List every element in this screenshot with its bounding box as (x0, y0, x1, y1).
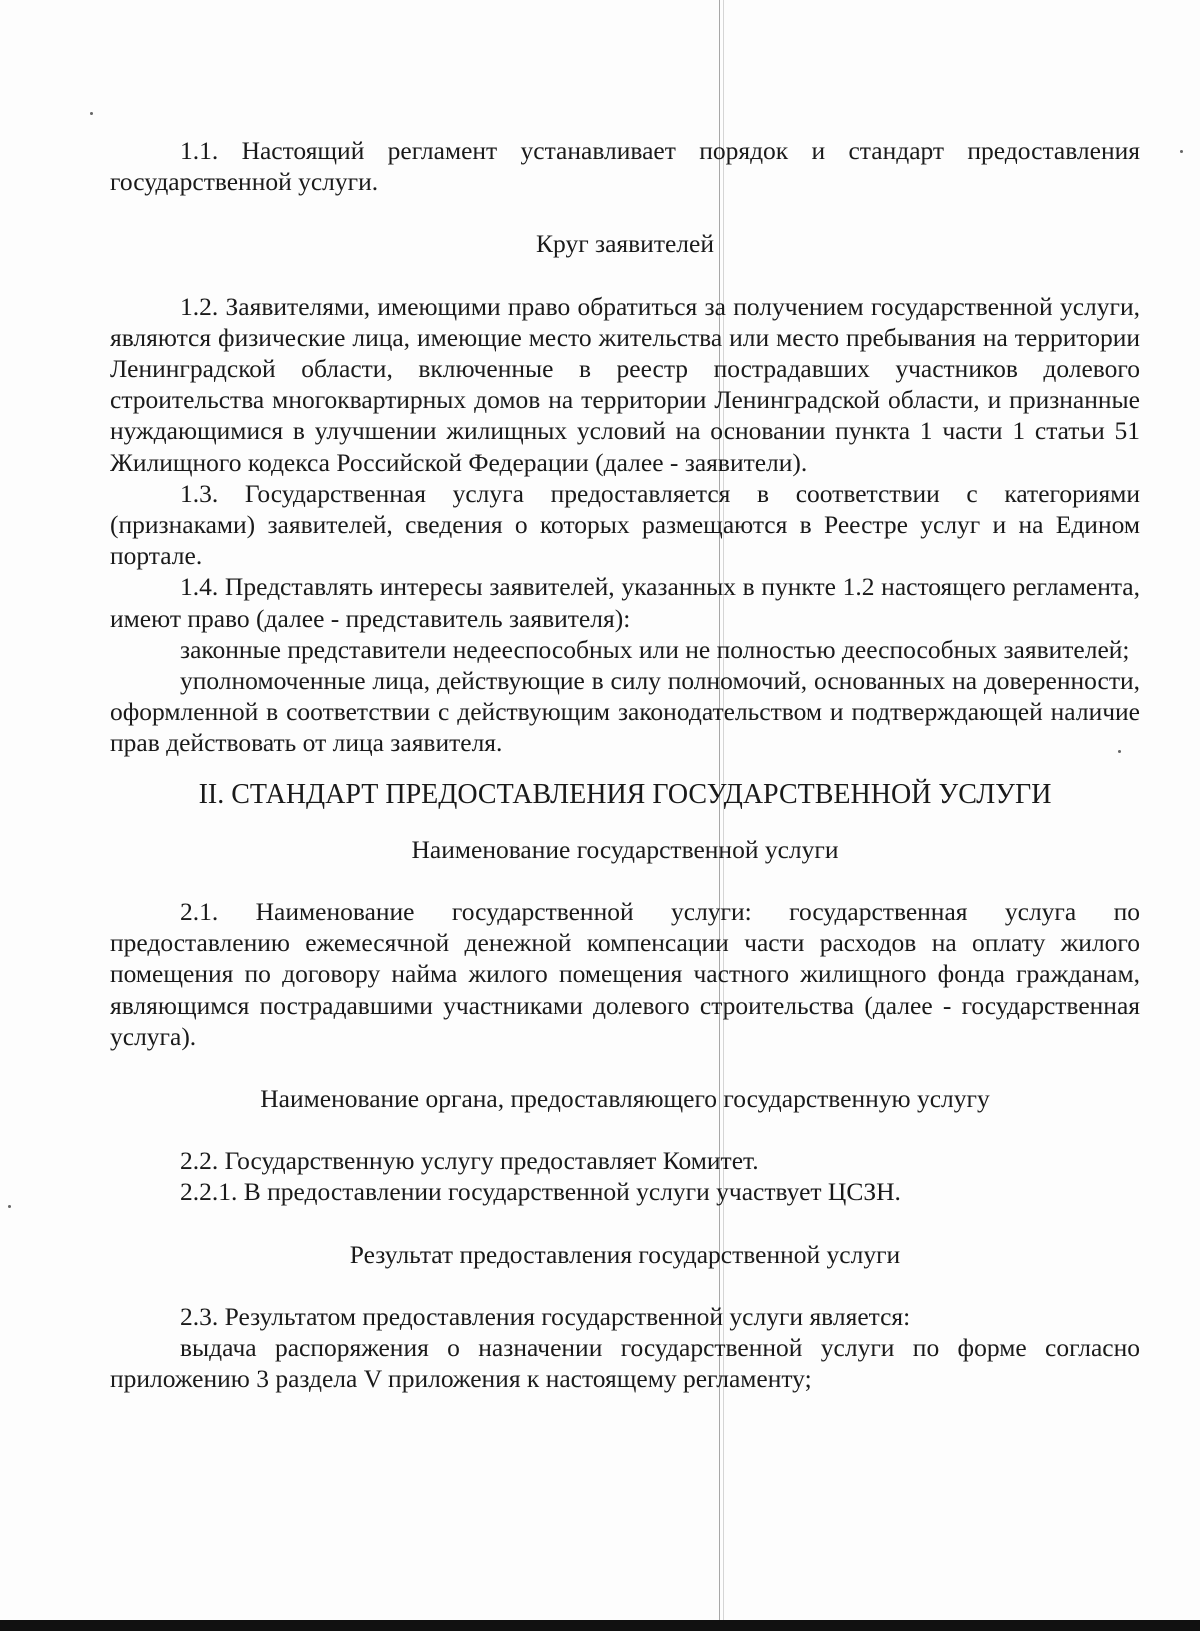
paragraph-2-3-item-order: выдача распоряжения о назначении государственной услуги по форме согласно приложению 3 раздела V приложения к настоящему регламенту; (110, 1333, 1140, 1394)
scan-bottom-edge (0, 1620, 1200, 1631)
paragraph-1-3: 1.3. Государственная услуга предоставляется в соответствии с категориями (признаками) заявителей, сведения о которых размещаются в Реестре услуг и на Едином портале. (110, 478, 1140, 571)
document-body (110, 135, 1140, 1395)
paragraph-2-1: 2.1. Наименование государственной услуги: государственная услуга по предоставлению ежемесячной денежной компенсации части расходов на оплату жилого помещения по договору найма жилого помещения частного жилищного фонда гражданам, являющимся пострадавшими участниками долевого строительства (далее - государственная услуга). (110, 897, 1140, 1051)
scan-speck (1180, 150, 1183, 153)
paragraph-2-2-1: 2.2.1. В предоставлении государственной услуги участвует ЦСЗН. (180, 1177, 901, 1207)
heading-applicants: Круг заявителей (536, 229, 714, 259)
heading-service-result: Результат предоставления государственной услуги (349, 1239, 901, 1269)
paragraph-1-4-item-legal-reps: законные представители недееспособных или не полностью дееспособных заявителей; (180, 634, 1130, 664)
section-2-title: II. СТАНДАРТ ПРЕДОСТАВЛЕНИЯ ГОСУДАРСТВЕННОЙ УСЛУГИ (198, 778, 1052, 810)
scan-speck (90, 112, 93, 115)
scan-speck (1118, 750, 1121, 753)
paragraph-1-4: 1.4. Представлять интересы заявителей, указанных в пункте 1.2 настоящего регламента, имеют право (далее - представитель заявителя): (110, 572, 1140, 633)
paragraph-1-4-item-authorized: уполномоченные лица, действующие в силу полномочий, основанных на доверенности, оформленной в соответствии с действующим законодательством и подтверждающей наличие прав действовать от лица заявителя. (110, 666, 1140, 758)
paragraph-1-1: 1.1. Настоящий регламент устанавливает порядок и стандарт предоставления государственной услуги. (110, 136, 1140, 197)
paragraph-1-2: 1.2. Заявителями, имеющими право обратиться за получением государственной услуги, являются физические лица, имеющие место жительства или место пребывания на территории Ленинградской области, включенные в реестр пострадавших участников долевого строительства многоквартирных домов на территории Ленинградской области, и признанные нуждающимися в улучшении жилищных условий на основании пункта 1 части 1 статьи 51 Жилищного кодекса Российской Федерации (далее - заявители). (110, 291, 1140, 477)
paragraph-2-3: 2.3. Результатом предоставления государственной услуги является: (180, 1301, 911, 1331)
paragraph-2-2: 2.2. Государственную услугу предоставляет Комитет. (180, 1146, 759, 1176)
heading-service-body: Наименование органа, предоставляющего государственную услугу (260, 1084, 990, 1114)
scan-speck (8, 1205, 11, 1208)
heading-service-name: Наименование государственной услуги (411, 834, 839, 864)
